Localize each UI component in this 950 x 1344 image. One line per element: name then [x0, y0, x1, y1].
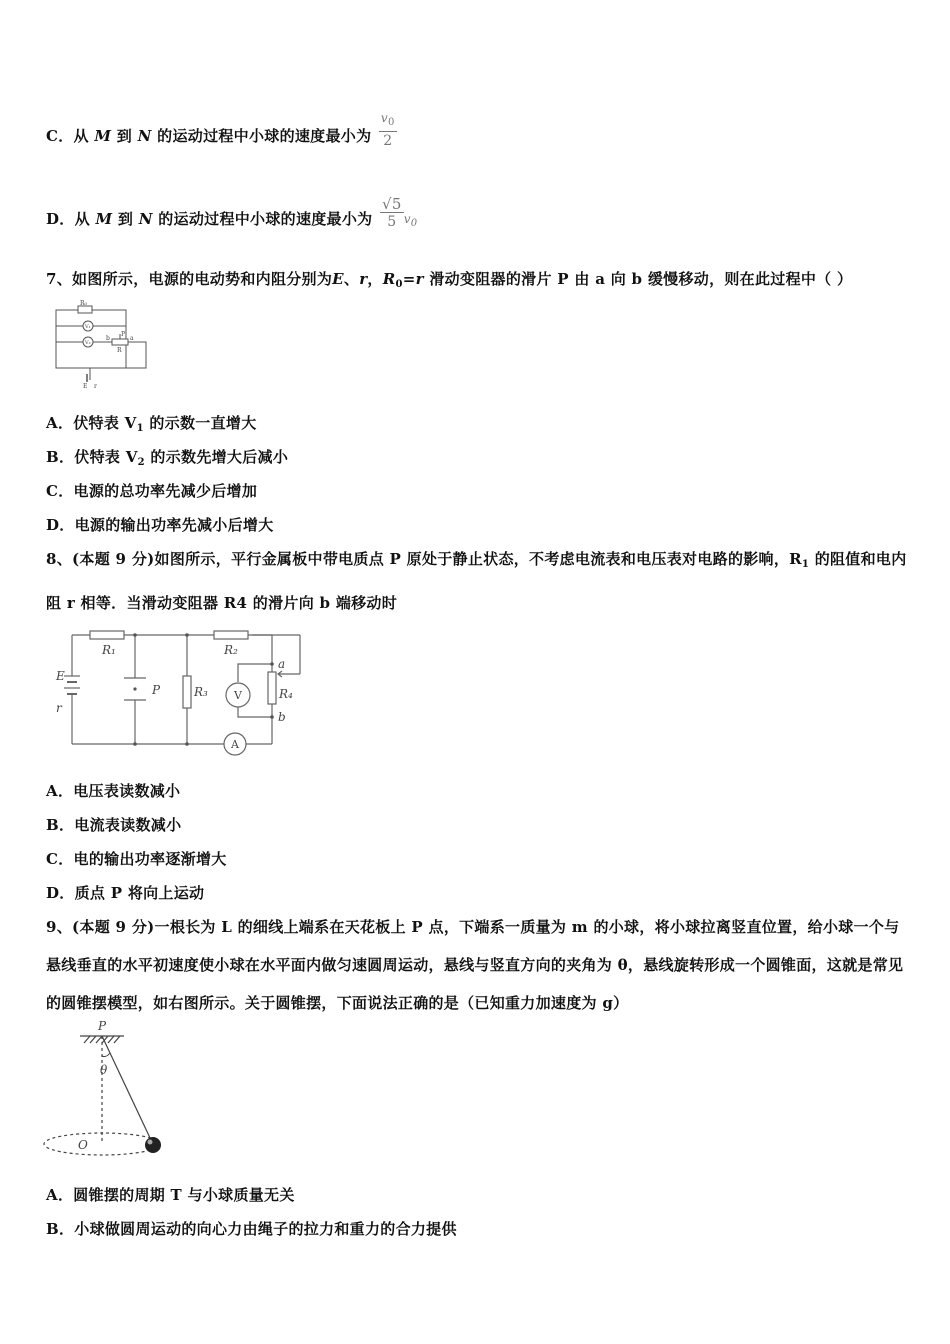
q7-option-c: C．电源的总功率先减少后增加	[46, 482, 258, 500]
q9-pendulum-figure	[40, 1016, 175, 1164]
q8-option-d: D．质点 P 将向上运动	[46, 884, 205, 902]
q9-ball	[145, 1137, 161, 1153]
svg-text:A: A	[231, 738, 239, 751]
q8-rheostat-r4	[268, 672, 276, 704]
q7-resistor-r0	[78, 306, 92, 313]
q8-resistor-r2	[214, 631, 248, 639]
q8-charged-particle	[133, 687, 136, 690]
svg-text:R: R	[117, 347, 122, 354]
q8-circuit-figure	[52, 624, 312, 764]
q9-string	[102, 1036, 151, 1140]
q7-stem: 7、如图所示，电源的电动势和内阻分别为E、r，$R_0=r$ 滑动变阻器的滑片 P 由 a 向 b 缓慢移动，则在此过程中（ ）	[46, 270, 853, 290]
svg-text:r: r	[56, 701, 62, 715]
svg-text:a: a	[278, 657, 286, 671]
q8-option-a: A．电压表读数减小	[46, 782, 181, 800]
svg-text:R₀: R₀	[80, 300, 87, 307]
q9-option-a: A．圆锥摆的周期 T 与小球质量无关	[46, 1186, 295, 1204]
q7-option-d: D．电源的输出功率先减小后增大	[46, 516, 274, 534]
fraction-sqrt5-over-5: $\frac{√5}{5}$	[381, 194, 402, 230]
q7-option-a: A．伏特表 $V_1$ 的示数一直增大	[46, 414, 257, 434]
q8-option-b: B．电流表读数减小	[46, 816, 182, 834]
q8-option-c: C．电的输出功率逐渐增大	[46, 850, 227, 868]
svg-text:R₁: R₁	[102, 643, 116, 657]
svg-text:P: P	[152, 683, 161, 697]
svg-text:a: a	[130, 335, 134, 342]
q8-resistor-r1	[90, 631, 124, 639]
svg-text:b: b	[278, 710, 286, 724]
svg-text:O: O	[78, 1138, 88, 1152]
svg-text:R₄: R₄	[279, 687, 293, 701]
q7-option-b: B．伏特表 $V_2$ 的示数先增大后减小	[46, 448, 289, 468]
svg-text:r: r	[94, 383, 97, 390]
svg-text:P: P	[121, 331, 126, 338]
q6-option-c: C．从 M 到 N 的运动过程中小球的速度最小为 $\frac{v_0}{2}$	[46, 111, 395, 149]
fraction-v0-over-2: $\frac{v_0}{2}$	[380, 111, 395, 149]
q8-stem: 8、(本题 9 分)如图所示，平行金属板中带电质点 P 原处于静止状态，不考虑电流表和电压表对电路的影响，$R_1$ 的阻值和电内阻 r 相等．当滑动变阻器 R4 的滑片向 b 端移动时	[46, 550, 907, 612]
q7-rheostat-r	[112, 339, 128, 345]
q7-circuit-figure	[50, 300, 155, 390]
svg-text:E: E	[83, 383, 88, 390]
svg-text:V₂: V₂	[85, 340, 91, 346]
svg-text:V: V	[234, 689, 242, 702]
q6-option-d: D．从 M 到 N 的运动过程中小球的速度最小为 $\frac{√5}{5}$ $v_0$	[46, 194, 418, 230]
svg-text:V₁: V₁	[85, 324, 91, 330]
svg-text:R₂: R₂	[224, 643, 238, 657]
svg-text:R₃: R₃	[194, 685, 208, 699]
svg-text:θ: θ	[100, 1063, 108, 1077]
q9-stem: 9、(本题 9 分)一根长为 L 的细线上端系在天花板上 P 点，下端系一质量为 m 的小球，将小球拉离竖直位置，给小球一个与悬线垂直的水平初速度使小球在水平面内做匀速圆周运动，悬线与竖直方向的夹角为 θ，悬线旋转形成一个圆锥面，这就是常见的圆锥摆模型，如右图所示。关于圆锥摆，下面说法正确的是（已知重力加速度为 g）	[46, 918, 904, 1012]
q8-resistor-r3	[183, 676, 191, 708]
q9-option-b: B．小球做圆周运动的向心力由绳子的拉力和重力的合力提供	[46, 1220, 457, 1238]
q9-circular-path	[44, 1133, 160, 1155]
svg-text:P: P	[98, 1019, 107, 1033]
svg-text:b: b	[106, 335, 110, 342]
svg-text:E: E	[56, 669, 65, 683]
